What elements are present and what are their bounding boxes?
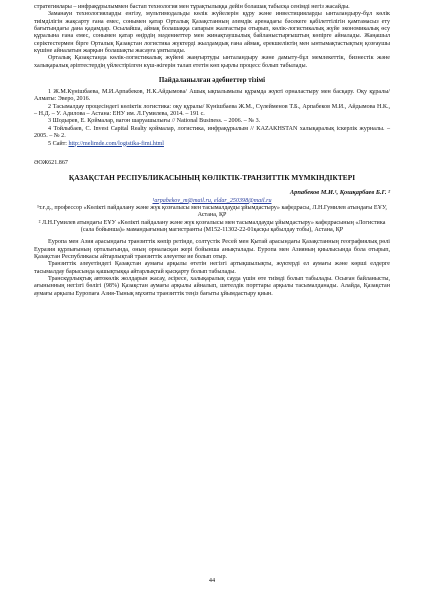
reference-item-website [34, 141, 390, 148]
text-paragraph: Транскұрлықтық автокөлік жолдарын жасау, әсіресе, халықаралық сауда үшін өте тиімді болып табылады. Осыған байланысты, ағынынның негізгі бөлігі (98%) Қазақстан аумағы арқылы айналып, шетелдік порттары арқылы тасымалданады. Алайда, Қазақстан аумағы арқылы Еуропаға Азия-Тынық мұхиты транзиттік теңіз бағыты ұйымдастыру қиын. [34, 275, 390, 297]
reference-item: 2 Тасымалдау процесіндегі көліктік логистика: оқу құралы/ Күнішбаева Ж.М., Сүлейменов Т.Б., Арпабеков М.И., Айдымова Н.К., – Н.Д. – У. Адилова – Астана: ЕНУ им. Л.Гумилева, 2014. – 191 с. [34, 103, 390, 118]
reference-item: 3 Шодырев, Е. Қоймалар, вагон шаруашылығы // National Business. – 2006. – № 3. [48, 118, 261, 125]
udc-code: ӘОЖ621.867 [34, 159, 68, 166]
text-paragraph: Заманауи технологияларды енгізу, мультимодальды көлік жүйелерін құру және инвестицияларды ынталандыру-бұл көлік тиімділігін жақсарту ғана емес, сонымен қатар Орталық Қазақстанның әлемдік аренадағы бәсекеге қабілеттілігін қамтамасыз ету бағытындағы дана қадамдар. Осылайша, аймақ болашаққа сапарын жалғастыра отырып, көлік-логистикалық жүйе экономикалық өсу құралына ғана емес, сонымен қатар өңірдің мәдениеттер мен жинақтаушылық байланыстырғыштың көпірге айналады. Жаңашыл серіктестермен бірге Орталық Қазақстан логистика жүктерді жылдамдық ғана аймақ, ерекшеліктің мен ынтымақтастықтың қозғаушы күшіне айналатын жарқын болашақты жасауға ұмтылады. [34, 11, 390, 55]
references-heading: Пайдаланылған әдебиеттер тізімі [158, 76, 266, 85]
text-paragraph: стратегиялары – инфрақұрылыммен бастап технология мен тұрақтылыққа дейін болашақ табысқа сенімді негіз жасайды. [34, 4, 350, 10]
author-emails: ¹arpabekov_m@mail.ru, eldar_250398@mail.ru [152, 197, 272, 204]
affiliation-1: ¹т.ғ.д., профессор «Көлікті пайдалану және жүк қозғалысы мен тасымалдауды ұйымдастыру» кафедрасы, Л.Н.Гумилев атындағы ЕҰУ, Астана, ҚР [37, 204, 387, 219]
reference-item: 1 Ж.М.Күнішбаева, М.И.Арпабеков, Н.К.Айдымова/ Ашық ықпалымызы құрамда жүктi орналастыру мен басқару. Оқу құралы/ Алматы: Эверо, 2016. [34, 89, 390, 103]
text-paragraph: Транзиттік әлеуетіндегі Қазақстан аумағы арқылы өтетін негізгі артықшылықты, жүктерді ел аумағы және көрші елдерге тасымалдау барысында қашықтыққа айтарлықтай қысқарту болып табылады. [34, 261, 390, 275]
reference-link[interactable]: http://melimde.com/logistika-fimi.html [68, 140, 164, 147]
reference-item: 4 Тойлыбаев, С. Invest Capital Realty қоймалар, логистика, инфрақұрылым // KAZAKHSTAN халықаралық іскерлік журналы. – 2005. – № 2. [34, 125, 390, 140]
article-title: ҚАЗАҚСТАН РЕСПУБЛИКАСЫНЫҢ КӨЛІКТІК-ТРАНЗИТТІК МҮМКІНДІКТЕРІ [68, 173, 356, 183]
text-paragraph: Орталық Қазақстанда көлік-логистикалық жүйені жаңғыртуды ынталандыру және дамыту-бұл мемлекеттік, бизнестік және халықаралық әріптестердің үйлестірілген күш-жігерін талап ететін көп қырлы процесс болып табылады. [34, 55, 390, 69]
article-authors: Арпабеков М.И.¹, Қошқарбаев Б.Г. ² [289, 189, 390, 197]
page-number: 44 [208, 577, 216, 584]
reference-label: 5 Сайт: [48, 140, 69, 147]
text-paragraph: Еуропа мен Азия арасындағы транзиттік көпір ретінде, солтүстік Ресей мен Қытай арасындағы Қазақстанның географиялық рөлі Еуразия құрлығының орталығында, оның орналасқан жері бойынша анықталады. Еуропа мен Азияның қиылысында бола отырып, Қазақстан Республикасы айтарлықтай транзиттік әлеуетке ие болып отыр. [34, 239, 390, 260]
affiliation-2: ² Л.Н.Гумилев атындағы ЕҰУ «Көлікті пайдалану және жүк қозғалысы мен тасымалдауды ұйымдастыру» кафедрасының «Логистика (сала бойынша)» мамандығының магистранты (М152-11302-22-01қасқы қабылдау тобы), Астана, ҚР [38, 219, 386, 233]
